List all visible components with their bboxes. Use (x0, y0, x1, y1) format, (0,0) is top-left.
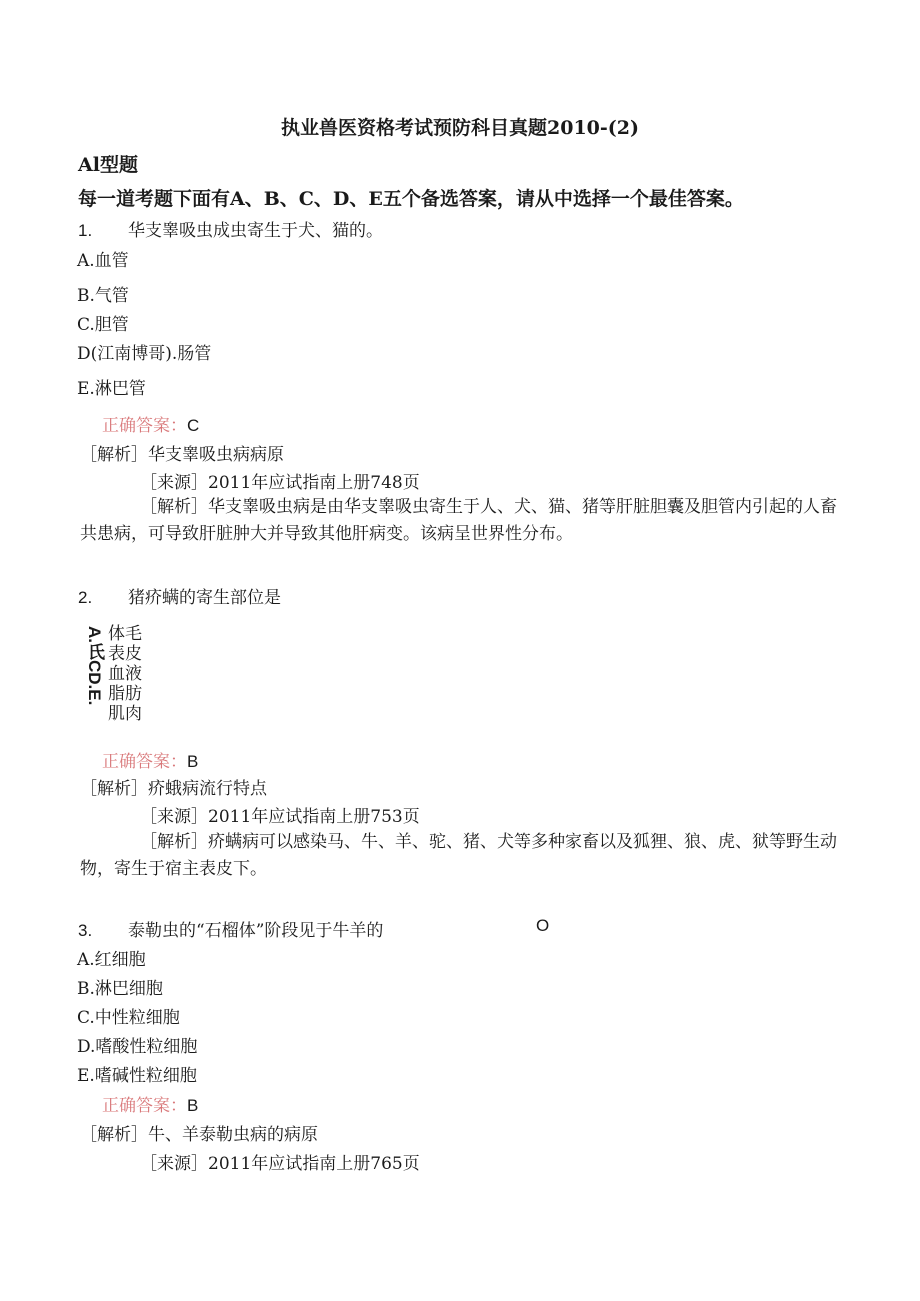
option-d: D.嗜酸性粒细胞 (77, 1037, 198, 1057)
answer-label: 正确答案： (102, 1096, 187, 1116)
source-line: ［来源］2011年应试指南上册765页 (140, 1154, 420, 1174)
source-line: ［来源］2011年应试指南上册748页 (140, 473, 420, 493)
section-heading: Al型题 (78, 154, 138, 176)
analysis-line: ［解析］牛、羊泰勒虫病的病原 (80, 1125, 318, 1145)
instruction-text: 每一道考题下面有A、B、C、D、E五个备选答案，请从中选择一个最佳答案。 (78, 188, 744, 210)
analysis-paragraph: ［解析］华支睾吸虫病是由华支睾吸虫寄生于人、犬、猫、猪等肝脏胆囊及胆管内引起的人畜共患病，可导致肝脏肿大并导致其他肝病变。该病呈世界性分布。 (80, 497, 837, 544)
page-title: 执业兽医资格考试预防科目真题2010-(2) (281, 117, 639, 139)
option-d: 脂肪 (108, 684, 142, 704)
option-b: B.淋巴细胞 (77, 979, 163, 999)
option-d: D(江南博哥).肠管 (77, 344, 212, 364)
question-number: 3. (78, 921, 93, 940)
question-2 (78, 583, 281, 608)
question-text: 华支睾吸虫成虫寄生于犬、猫的。 (128, 221, 383, 241)
option-a: A.红细胞 (77, 950, 146, 970)
question-number: 1. (78, 221, 93, 240)
correct-answer (102, 747, 198, 772)
answer-blank: O (536, 916, 550, 935)
question-1 (78, 216, 383, 241)
analysis-line: ［解析］疥蛾病流行特点 (80, 779, 267, 799)
option-e: E.嗜碱性粒细胞 (77, 1066, 197, 1086)
correct-answer (102, 411, 199, 436)
option-c: C.中性粒细胞 (77, 1008, 180, 1028)
option-a: A.血管 (77, 251, 129, 271)
option-c: C.胆管 (77, 315, 129, 335)
answer-value: B (187, 752, 199, 771)
option-e: 肌肉 (108, 704, 142, 724)
option-a: 体毛 (108, 624, 142, 644)
answer-value: C (187, 416, 200, 435)
option-c: 血液 (108, 664, 142, 684)
answer-label: 正确答案： (102, 752, 187, 772)
correct-answer (102, 1091, 198, 1116)
option-b: B.气管 (77, 286, 129, 306)
answer-label: 正确答案： (102, 416, 187, 436)
question-3 (78, 916, 383, 941)
option-letters-vertical: A.氏CD.E. (85, 626, 104, 706)
option-b: 表皮 (108, 644, 142, 664)
source-line: ［来源］2011年应试指南上册753页 (140, 807, 420, 827)
answer-value: B (187, 1096, 199, 1115)
question-text: 猪疥螨的寄生部位是 (128, 588, 281, 608)
question-text: 泰勒虫的“石榴体”阶段见于牛羊的 (128, 921, 384, 941)
analysis-line: ［解析］华支睾吸虫病病原 (80, 445, 284, 465)
analysis-paragraph: ［解析］疥螨病可以感染马、牛、羊、驼、猪、犬等多种家畜以及狐狸、狼、虎、狱等野生动物，寄生于宿主表皮下。 (80, 832, 837, 879)
question-number: 2. (78, 588, 93, 607)
option-e: E.淋巴管 (77, 379, 146, 399)
